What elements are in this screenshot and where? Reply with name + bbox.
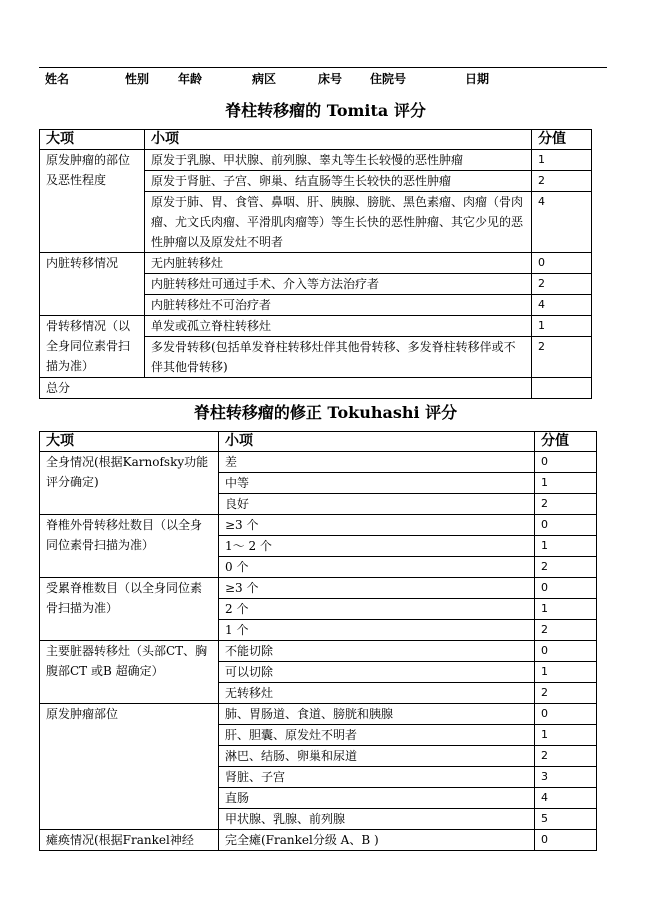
table-row [40,452,597,473]
score-cell: 2 [535,746,597,767]
total-row [40,378,592,399]
tokuhashi-table [39,431,597,851]
total-score-cell [532,378,592,399]
item-cell: 内脏转移灶可通过手术、介入等方法治疗者 [145,274,532,295]
header-score: 分值 [532,130,592,150]
score-cell: 2 [532,274,592,295]
score-cell: 1 [535,599,597,620]
score-cell: 4 [532,192,592,253]
score-cell: 2 [535,620,597,641]
field-name: 姓名 [45,72,70,86]
score-cell: 1 [532,150,592,171]
item-cell: 良好 [219,494,535,515]
header-score: 分值 [535,432,597,452]
table-row [40,316,592,337]
header-item: 小项 [145,130,532,150]
score-cell: 0 [535,704,597,725]
field-admission-no: 住院号 [370,72,407,86]
category-cell: 原发肿瘤部位 [40,704,219,830]
tokuhashi-title: 脊柱转移瘤的修正 Tokuhashi 评分 [193,403,458,422]
score-cell: 5 [535,809,597,830]
table-row [40,704,597,725]
score-cell: 1 [535,725,597,746]
header-category: 大项 [40,130,145,150]
item-cell: 中等 [219,473,535,494]
item-cell: 完全瘫(Frankel分级 A、B ) [219,830,535,851]
category-cell: 受累脊椎数目（以全身同位素骨扫描为准） [40,578,219,641]
score-cell: 4 [535,788,597,809]
table-row [40,578,597,599]
item-cell: ≥3 个 [219,515,535,536]
item-cell: 差 [219,452,535,473]
item-cell: 无内脏转移灶 [145,253,532,274]
table-row [40,253,592,274]
table-row [40,515,597,536]
score-cell: 1 [532,316,592,337]
table-header-row [40,130,592,150]
item-cell: 原发于肺、胃、食管、鼻咽、肝、胰腺、膀胱、黑色素瘤、肉瘤（骨肉瘤、尤文氏肉瘤、平滑肌肉瘤等）等生长快的恶性肿瘤、其它少见的恶性肿瘤以及原发灶不明者 [145,192,532,253]
score-cell: 0 [535,452,597,473]
score-cell: 0 [535,830,597,851]
item-cell: 肝、胆囊、原发灶不明者 [219,725,535,746]
category-cell: 骨转移情况（以全身同位素骨扫描为准） [40,316,145,378]
top-rule [39,67,607,68]
score-cell: 1 [535,473,597,494]
header-category: 大项 [40,432,219,452]
table-header-row [40,432,597,452]
item-cell: 内脏转移灶不可治疗者 [145,295,532,316]
item-cell: 无转移灶 [219,683,535,704]
score-cell: 1 [535,536,597,557]
item-cell: 肾脏、子宫 [219,767,535,788]
item-cell: 1～ 2 个 [219,536,535,557]
score-cell: 1 [535,662,597,683]
score-cell: 2 [535,557,597,578]
score-cell: 0 [535,515,597,536]
item-cell: 甲状腺、乳腺、前列腺 [219,809,535,830]
score-cell: 0 [535,578,597,599]
field-bed: 床号 [318,72,343,86]
item-cell: ≥3 个 [219,578,535,599]
total-label: 总分 [40,378,532,399]
score-cell: 4 [532,295,592,316]
score-cell: 0 [532,253,592,274]
item-cell: 肺、胃肠道、食道、膀胱和胰腺 [219,704,535,725]
score-cell: 2 [532,337,592,378]
field-age: 年龄 [178,72,203,86]
table-row [40,150,592,171]
score-cell: 2 [535,683,597,704]
table-row [40,641,597,662]
item-cell: 不能切除 [219,641,535,662]
score-cell: 2 [532,171,592,192]
header-item: 小项 [219,432,535,452]
field-gender: 性别 [125,72,150,86]
patient-info-header [0,70,651,88]
category-cell: 脊椎外骨转移灶数目（以全身同位素骨扫描为准） [40,515,219,578]
score-cell: 3 [535,767,597,788]
category-cell: 原发肿瘤的部位及恶性程度 [40,150,145,253]
table-row [40,830,597,851]
item-cell: 淋巴、结肠、卵巢和尿道 [219,746,535,767]
tomita-table [39,129,592,399]
score-cell: 0 [535,641,597,662]
item-cell: 多发骨转移(包括单发脊柱转移灶伴其他骨转移、多发脊柱转移伴或不伴其他骨转移) [145,337,532,378]
item-cell: 2 个 [219,599,535,620]
category-cell: 内脏转移情况 [40,253,145,316]
category-cell: 主要脏器转移灶（头部CT、胸腹部CT 或B 超确定） [40,641,219,704]
item-cell: 0 个 [219,557,535,578]
item-cell: 原发于肾脏、子宫、卵巢、结直肠等生长较快的恶性肿瘤 [145,171,532,192]
item-cell: 单发或孤立脊柱转移灶 [145,316,532,337]
item-cell: 原发于乳腺、甲状腺、前列腺、睾丸等生长较慢的恶性肿瘤 [145,150,532,171]
item-cell: 1 个 [219,620,535,641]
field-date: 日期 [465,72,490,86]
category-cell: 瘫痪情况(根据Frankel神经 [40,830,219,851]
item-cell: 可以切除 [219,662,535,683]
category-cell: 全身情况(根据Karnofsky功能评分确定) [40,452,219,515]
item-cell: 直肠 [219,788,535,809]
score-cell: 2 [535,494,597,515]
tomita-title: 脊柱转移瘤的 Tomita 评分 [225,101,426,120]
field-ward: 病区 [252,72,277,86]
